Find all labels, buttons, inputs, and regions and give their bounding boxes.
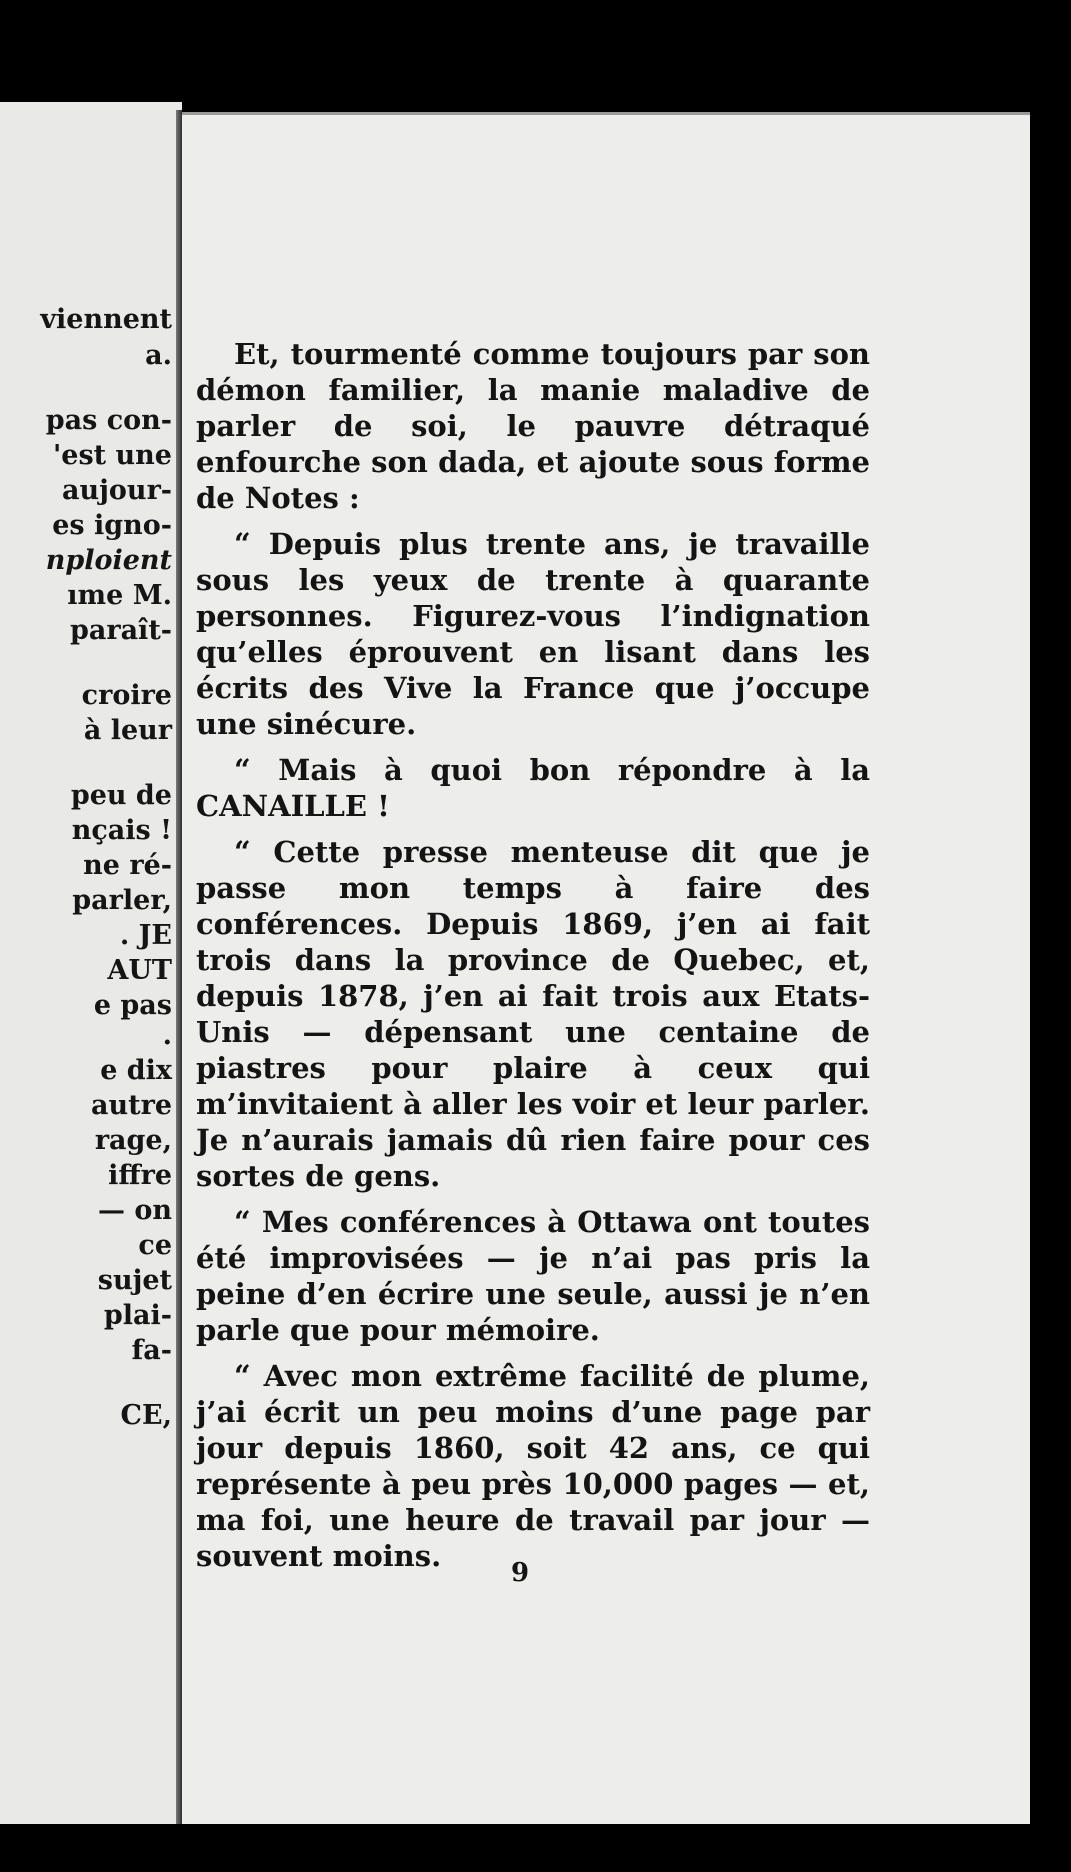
left-fragment: . <box>162 1020 172 1051</box>
left-fragment: pas con- <box>45 405 172 436</box>
left-fragment: iffre <box>108 1160 172 1191</box>
left-fragment: paraît- <box>69 615 172 646</box>
page-body-text <box>196 336 870 1574</box>
page-edge-shadow <box>1030 112 1071 1824</box>
paragraph: “ Depuis plus trente ans, je travaille sous les yeux de trente à quarante personnes. Figurez-vous l’indignation qu’elles éprouvent en lisant dans les écrits des Vive la France que j’occupe une sinécure. <box>196 527 870 741</box>
left-fragment: — on <box>97 1195 172 1226</box>
left-fragment: autre <box>91 1090 172 1121</box>
paragraph: Et, tourmenté comme toujours par son démon familier, la manie maladive de parler de soi, le pauvre détraqué enfourche son dada, et ajoute sous forme de Notes : <box>196 337 870 515</box>
left-fragment: AUT <box>107 955 172 986</box>
left-fragment: aujour- <box>62 475 172 506</box>
left-fragment: ıme M. <box>67 580 172 611</box>
left-fragment: es igno- <box>52 510 172 541</box>
left-page <box>0 102 182 1824</box>
left-fragment: 'est une <box>53 440 172 471</box>
left-fragment: e dix <box>100 1055 172 1086</box>
left-fragment: rage, <box>94 1125 172 1156</box>
left-fragment: croire <box>81 680 172 711</box>
left-fragment: nçais ! <box>71 815 172 846</box>
left-fragment: peu de <box>70 780 172 811</box>
page-top-edge <box>182 112 1030 115</box>
page-number: 9 <box>510 1558 530 1588</box>
left-fragment: e pas <box>93 990 172 1021</box>
left-fragment: ne ré- <box>83 850 172 881</box>
left-fragment: parler, <box>72 885 172 916</box>
left-fragment: CE, <box>120 1400 172 1431</box>
left-fragment: a. <box>145 340 172 371</box>
left-fragment: plai- <box>103 1300 172 1331</box>
left-fragment: ce <box>138 1230 172 1261</box>
left-fragment: viennent <box>40 304 172 335</box>
left-fragment: sujet <box>97 1265 172 1296</box>
paragraph: “ Cette presse menteuse dit que je passe mon temps à faire des conférences. Depuis 1869, j’en ai fait trois dans la province de Quebec, et, depuis 1878, j’en ai fait trois aux Etats-Unis — dépensant une centaine de piastres pour plaire à ceux qui m’invitaient à aller les voir et leur parler. Je n’aurais jamais dû rien faire pour ces sortes de gens. <box>196 835 870 1193</box>
paragraph: “ Mes conférences à Ottawa ont toutes été improvisées — je n’ai pas pris la peine d’en écrire une seule, aussi je n’en parle que pour mémoire. <box>196 1205 870 1347</box>
left-fragment: . JE <box>119 920 172 951</box>
paragraph: “ Avec mon extrême facilité de plume, j’ai écrit un peu moins d’une page par jour depuis 1860, soit 42 ans, ce qui représente à peu près 10,000 pages — et, ma foi, une heure de travail par jour — souvent moins. <box>196 1359 870 1573</box>
left-fragment: à leur <box>83 715 172 746</box>
paragraph: “ Mais à quoi bon répondre à la CANAILLE ! <box>196 753 870 823</box>
left-fragment: nploient <box>45 545 172 576</box>
left-fragment: fa- <box>131 1335 172 1366</box>
